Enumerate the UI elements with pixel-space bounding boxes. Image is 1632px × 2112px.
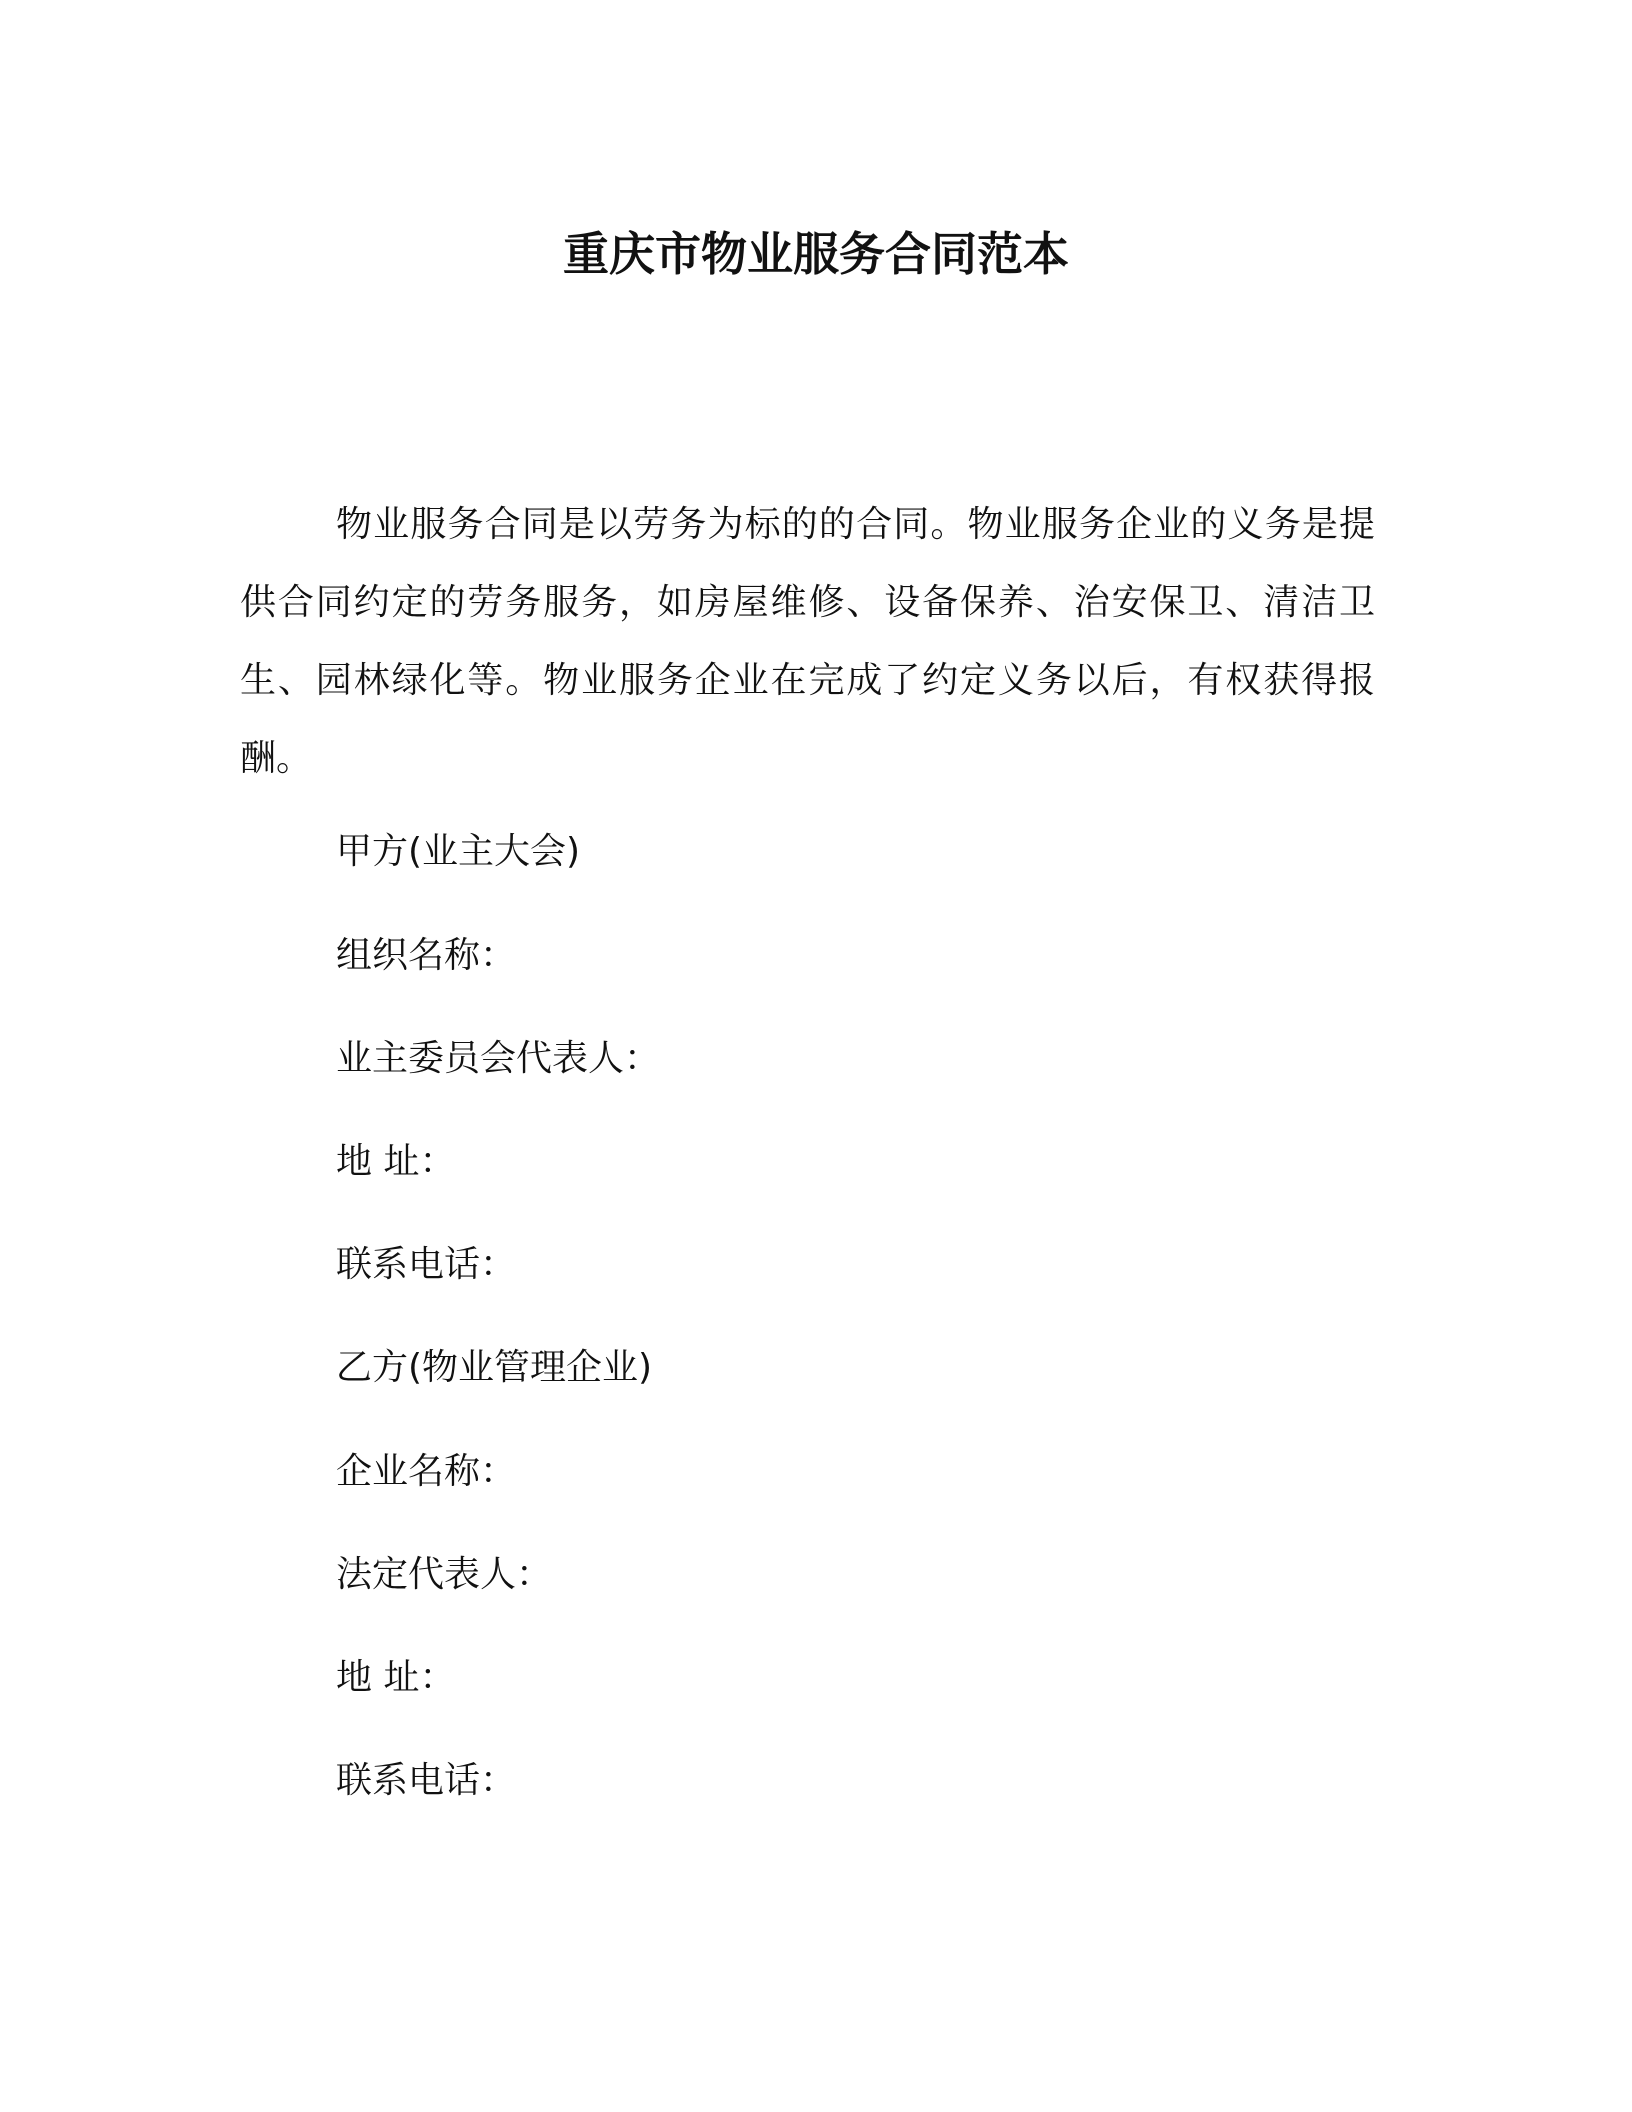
document-title: 重庆市物业服务合同范本 xyxy=(563,227,1069,281)
party-b-legal-rep-label: 法定代表人： xyxy=(336,1554,553,1595)
party-a-representative-label: 业主委员会代表人： xyxy=(336,1038,661,1079)
party-b-phone-label: 联系电话： xyxy=(336,1760,517,1801)
party-b-company-name-label: 企业名称： xyxy=(336,1451,517,1492)
party-b-address-label: 地 址： xyxy=(336,1657,456,1698)
party-b-heading: 乙方(物业管理企业) xyxy=(336,1347,653,1388)
party-a-address-label: 地 址： xyxy=(336,1141,456,1182)
party-a-heading: 甲方(业主大会) xyxy=(336,831,581,872)
intro-paragraph: 物业服务合同是以劳务为标的的合同。物业服务企业的义务是提供合同约定的劳务服务，如房屋维修、设备保养、治安保卫、清洁卫生、园林绿化等。物业服务企业在完成了约定义务以后，有权获得报酬。 xyxy=(240,504,1375,779)
party-a-phone-label: 联系电话： xyxy=(336,1244,517,1285)
party-a-org-name-label: 组织名称： xyxy=(336,935,517,976)
